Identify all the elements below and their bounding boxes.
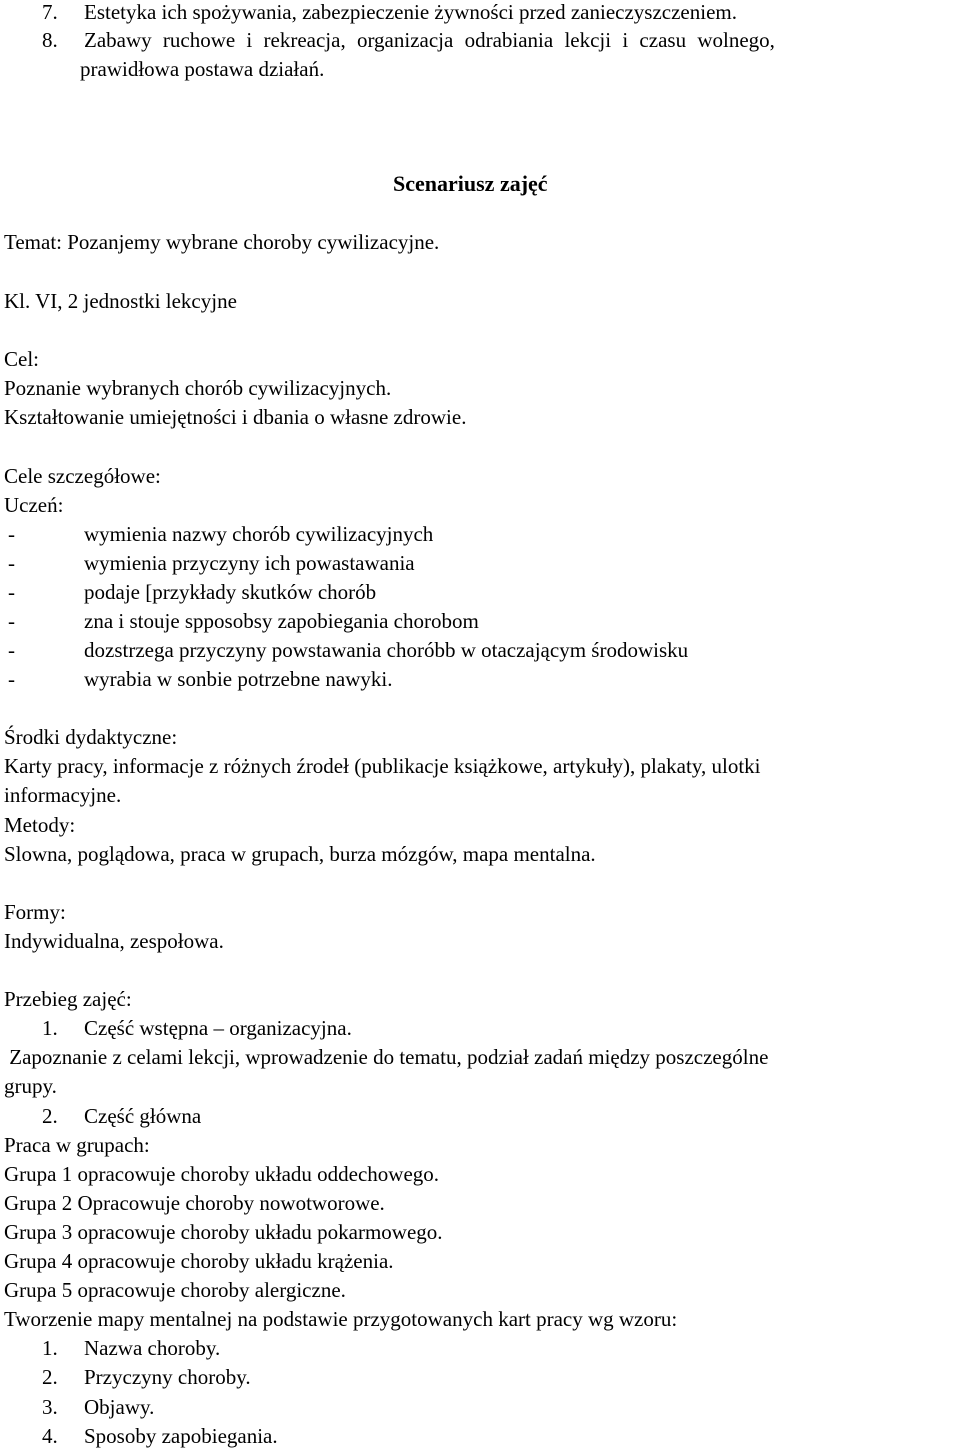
forms-label: Formy: [4,900,66,924]
list-number: 1. [42,1336,58,1360]
forms-text: Indywidualna, zespołowa. [4,929,224,953]
detailed-goal-text: dozstrzega przyczyny powstawania choróbb w otaczającym środowisku [84,638,689,662]
lesson-part-1-desc-2: grupy. [4,1074,57,1098]
list-text: Nazwa choroby. [84,1336,221,1360]
mind-map-intro: Tworzenie mapy mentalnej na podstawie przygotowanych kart pracy wg wzoru: [4,1307,678,1331]
list-text: Część główna [84,1104,202,1128]
bullet-dash: - [8,551,15,575]
detailed-goal-text: podaje [przykłady skutków chorób [84,580,377,604]
bullet-dash: - [8,638,15,662]
detailed-goal-text: wymienia nazwy chorób cywilizacyjnych [84,522,434,546]
group-item: Grupa 5 opracowuje choroby alergiczne. [4,1278,346,1302]
student-label: Uczeń: [4,493,64,517]
list-number: 7. [42,0,58,24]
list-number: 1. [42,1016,58,1040]
list-text: Sposoby zapobiegania. [84,1424,278,1448]
class-line: Kl. VI, 2 jednostki lekcyjne [4,289,237,313]
teaching-aids-line-1: Karty pracy, informacje z różnych źrodeł (publikacje książkowe, artykuły), plakaty, ulotki [4,754,761,778]
teaching-aids-label: Środki dydaktyczne: [4,725,178,749]
list-number: 3. [42,1395,58,1419]
list-text: Część wstępna – organizacyjna. [84,1016,352,1040]
goal-label: Cel: [4,347,39,371]
list-text: Objawy. [84,1395,155,1419]
list-number: 4. [42,1424,58,1448]
bullet-dash: - [8,667,15,691]
top-list-continuation: prawidłowa postawa działań. [80,57,325,81]
methods-label: Metody: [4,813,76,837]
list-number: 2. [42,1104,58,1128]
detailed-goal-text: wymienia przyczyny ich powastawania [84,551,415,575]
list-text: Zabawy ruchowe i rekreacja, organizacja odrabiania lekcji i czasu wolnego, [84,28,775,52]
bullet-dash: - [8,580,15,604]
page-title: Scenariusz zajęć [393,171,548,196]
list-text: Estetyka ich spożywania, zabezpieczenie żywności przed zanieczyszczeniem. [84,0,737,24]
lesson-course-label: Przebieg zajęć: [4,987,132,1011]
list-number: 2. [42,1365,58,1389]
group-item: Grupa 3 opracowuje choroby układu pokarmowego. [4,1220,443,1244]
lesson-part-1-desc-1: Zapoznanie z celami lekcji, wprowadzenie do tematu, podział zadań między poszczególne [4,1045,769,1069]
group-work-label: Praca w grupach: [4,1133,150,1157]
group-item: Grupa 2 Opracowuje choroby nowotworowe. [4,1191,385,1215]
goal-line-2: Kształtowanie umiejętności i dbania o własne zdrowie. [4,405,467,429]
methods-text: Slowna, poglądowa, praca w grupach, burza mózgów, mapa mentalna. [4,842,596,866]
list-number: 8. [42,28,58,52]
list-text: Przyczyny choroby. [84,1365,251,1389]
group-item: Grupa 1 opracowuje choroby układu oddechowego. [4,1162,440,1186]
detailed-goal-text: wyrabia w sonbie potrzebne nawyki. [84,667,393,691]
teaching-aids-line-2: informacyjne. [4,783,122,807]
topic-line: Temat: Pozanjemy wybrane choroby cywilizacyjne. [4,230,440,254]
detailed-goal-text: zna i stouje spposobsy zapobiegania chorobom [84,609,479,633]
goal-line-1: Poznanie wybranych chorób cywilizacyjnych. [4,376,392,400]
bullet-dash: - [8,609,15,633]
detailed-goals-label: Cele szczegółowe: [4,464,161,488]
group-item: Grupa 4 opracowuje choroby układu krążenia. [4,1249,394,1273]
bullet-dash: - [8,522,15,546]
